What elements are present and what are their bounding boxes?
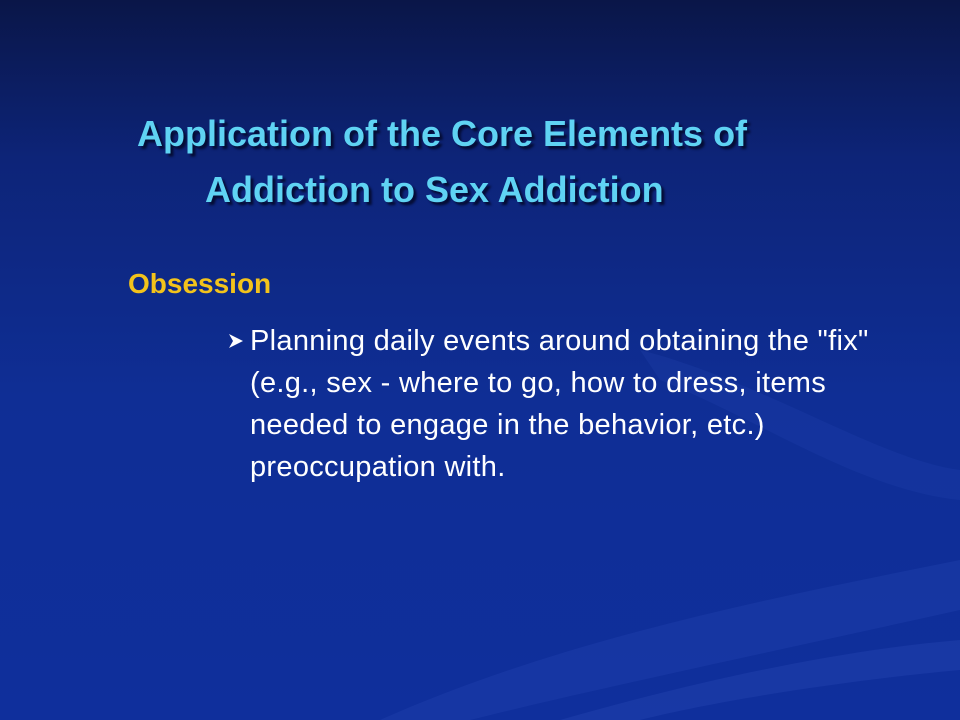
- bullet-text: Planning daily events around obtaining the "fix" (e.g., sex - where to go, how to dress, items needed to engage in the behavior, etc.) preoccupation with.: [250, 325, 869, 483]
- slide-title: [60, 106, 910, 218]
- slide-title-line: Application of the Core Elements of: [137, 113, 748, 154]
- section-heading: Obsession: [128, 268, 272, 299]
- slide-title-line: Addiction to Sex Addiction: [205, 169, 664, 210]
- arrowhead-bullet-icon: [226, 331, 246, 351]
